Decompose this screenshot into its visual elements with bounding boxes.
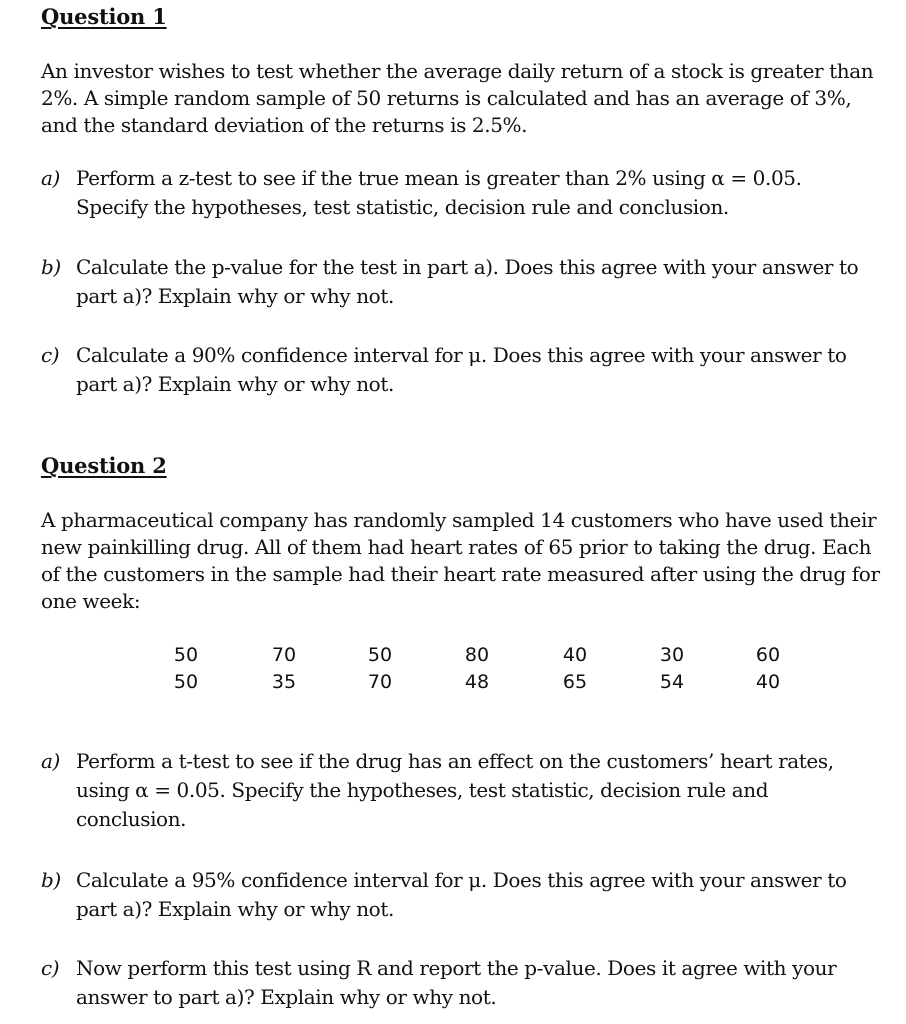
table-cell: 35 [271,671,297,693]
part-marker: b) [41,255,61,279]
part-line: Now perform this test using R and report the p-value. Does it agree with your [76,956,837,980]
heart-rate-table [130,642,830,696]
part-line: Calculate a 95% confidence interval for μ. Does this agree with your answer to [76,868,847,892]
intro-line: one week: [41,589,141,613]
question-2-intro [41,507,880,615]
part-marker: c) [41,343,60,367]
part-text [76,866,846,924]
part-line: part a)? Explain why or why not. [76,284,394,308]
part-marker: b) [41,868,61,892]
table-cell: 80 [464,644,490,666]
question-1-intro [41,58,874,139]
table-cell: 48 [464,671,490,693]
table-cell: 54 [659,671,685,693]
part-line: Calculate a 90% confidence interval for μ. Does this agree with your answer to [76,343,847,367]
table-cell: 50 [367,644,393,666]
table-cell: 70 [271,644,297,666]
part-text [76,747,834,834]
intro-line: 2%. A simple random sample of 50 returns is calculated and has an average of 3%, [41,86,852,110]
part-marker: a) [41,166,60,190]
intro-line: of the customers in the sample had their heart rate measured after using the drug for [41,562,880,586]
part-text [76,341,846,399]
part-line: answer to part a)? Explain why or why not. [76,985,497,1009]
part-marker: a) [41,749,60,773]
table-cell: 70 [367,671,393,693]
part-line: part a)? Explain why or why not. [76,897,394,921]
table-cell: 50 [173,644,199,666]
intro-line: A pharmaceutical company has randomly sampled 14 customers who have used their [41,508,877,532]
part-text [76,253,858,311]
question-2-heading: Question 2 [41,453,167,478]
question-1-heading: Question 1 [41,4,167,29]
table-cell: 60 [755,644,781,666]
part-line: Calculate the p-value for the test in part a). Does this agree with your answer to [76,255,859,279]
intro-line: new painkilling drug. All of them had heart rates of 65 prior to taking the drug. Each [41,535,872,559]
table-cell: 30 [659,644,685,666]
table-row [130,669,830,696]
intro-line: An investor wishes to test whether the average daily return of a stock is greater than [41,59,874,83]
part-marker: c) [41,956,60,980]
part-line: Perform a t-test to see if the drug has an effect on the customers’ heart rates, [76,749,834,773]
part-line: Specify the hypotheses, test statistic, decision rule and conclusion. [76,195,729,219]
part-text [76,164,802,222]
part-text [76,954,836,1012]
part-line: Perform a z-test to see if the true mean is greater than 2% using α = 0.05. [76,166,802,190]
table-cell: 40 [755,671,781,693]
part-line: conclusion. [76,807,187,831]
table-cell: 40 [562,644,588,666]
table-cell: 50 [173,671,199,693]
part-line: using α = 0.05. Specify the hypotheses, test statistic, decision rule and [76,778,769,802]
intro-line: and the standard deviation of the returns is 2.5%. [41,113,528,137]
table-cell: 65 [562,671,588,693]
part-line: part a)? Explain why or why not. [76,372,394,396]
table-row [130,642,830,669]
